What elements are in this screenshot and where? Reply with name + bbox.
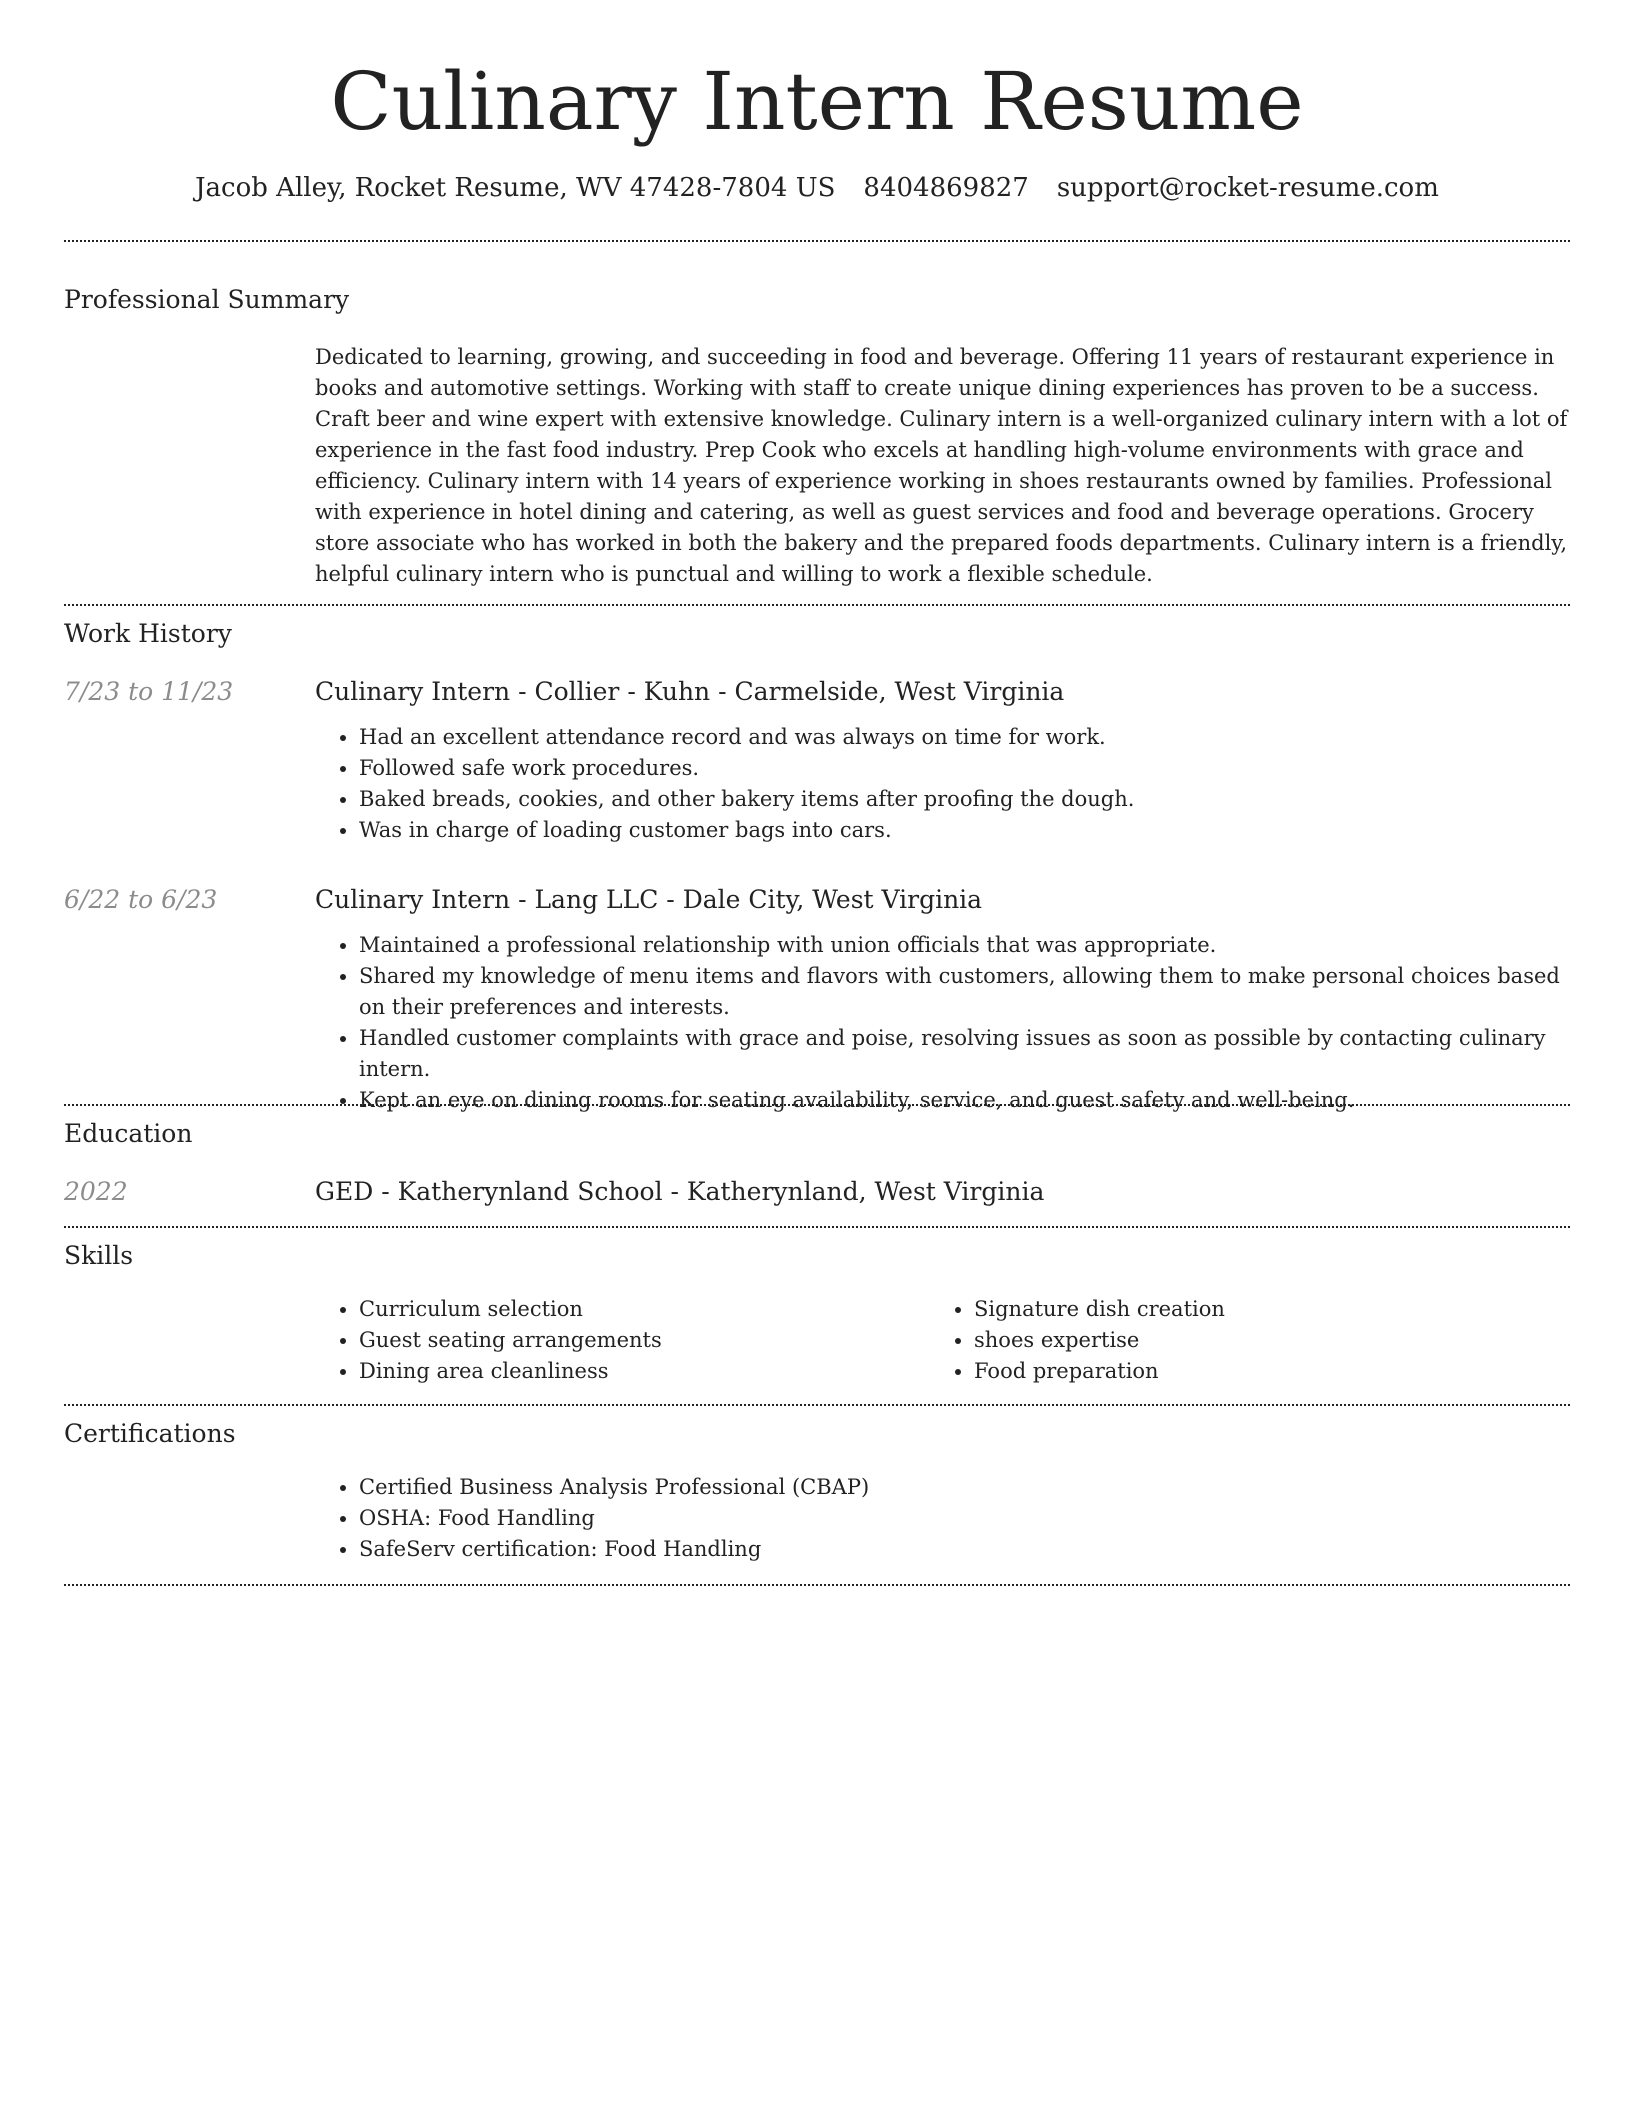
list-item: • Followed safe work procedures. xyxy=(359,753,1570,784)
education-degree: GED - Katherynland School - Katherynland, West Virginia xyxy=(315,1177,1045,1206)
education-heading: Education xyxy=(64,1119,193,1148)
list-item: • Baked breads, cookies, and other bakery items after proofing the dough. xyxy=(359,784,1570,815)
list-item: • Was in charge of loading customer bags into cars. xyxy=(359,815,1570,846)
list-item: • Dining area cleanliness xyxy=(359,1356,915,1387)
education-year: 2022 xyxy=(64,1177,128,1206)
list-item: • Certified Business Analysis Professional (CBAP) xyxy=(359,1472,1570,1503)
divider xyxy=(64,240,1570,242)
page-title: Culinary Intern Resume xyxy=(330,55,1304,148)
divider xyxy=(64,1404,1570,1406)
skills-column-left xyxy=(315,1294,915,1387)
list-item: • Shared my knowledge of menu items and flavors with customers, allowing them to make personal choices based on their preferences and interests. xyxy=(359,961,1570,1023)
skills-list xyxy=(315,1294,915,1387)
list-item: • Maintained a professional relationship with union officials that was appropriate. xyxy=(359,930,1570,961)
list-item: • Kept an eye on dining rooms for seating availability, service, and guest safety and well-being. xyxy=(359,1085,1570,1116)
job-dates: 7/23 to 11/23 xyxy=(64,677,234,706)
job-bullets xyxy=(315,930,1570,1116)
skills-list xyxy=(930,1294,1530,1387)
summary-section xyxy=(315,342,1570,590)
list-item: • Signature dish creation xyxy=(974,1294,1530,1325)
list-item: • Food preparation xyxy=(974,1356,1530,1387)
education-entry xyxy=(315,1174,1570,1210)
list-item: • shoes expertise xyxy=(974,1325,1530,1356)
skills-column-right xyxy=(930,1294,1530,1387)
list-item: • Guest seating arrangements xyxy=(359,1325,915,1356)
job-title: Culinary Intern - Lang LLC - Dale City, West Virginia xyxy=(315,885,983,914)
divider xyxy=(64,1584,1570,1586)
contact-address: Jacob Alley, Rocket Resume, WV 47428-7804 US xyxy=(195,173,836,203)
divider xyxy=(64,1104,1570,1106)
list-item: • Had an excellent attendance record and was always on time for work. xyxy=(359,722,1570,753)
divider xyxy=(64,1226,1570,1228)
summary-text: Dedicated to learning, growing, and succeeding in food and beverage. Offering 11 years of restaurant experience in books and automotive settings. Working with staff to create unique dining experiences has proven to be a success. Craft beer and wine expert with extensive knowledge. Culinary intern is a well-organized culinary intern with a lot of experience in the fast food industry. Prep Cook who excels at handling high-volume environments with grace and efficiency. Culinary intern with 14 years of experience working in shoes restaurants owned by families. Professional with experience in hotel dining and catering, as well as guest services and food and beverage operations. Grocery store associate who has worked in both the bakery and the prepared foods departments. Culinary intern is a friendly, helpful culinary intern who is punctual and willing to work a flexible schedule. xyxy=(315,345,1568,586)
skills-heading: Skills xyxy=(64,1241,134,1270)
certifications-heading: Certifications xyxy=(64,1419,236,1448)
divider xyxy=(64,604,1570,606)
job-entry xyxy=(315,882,1570,1116)
contact-phone: 8404869827 xyxy=(863,173,1029,203)
certifications-list xyxy=(315,1472,1570,1565)
work-history-heading: Work History xyxy=(64,619,232,648)
job-title: Culinary Intern - Collier - Kuhn - Carmelside, West Virginia xyxy=(315,677,1065,706)
contact-line xyxy=(64,168,1570,208)
list-item: • SafeServ certification: Food Handling xyxy=(359,1534,1570,1565)
list-item: • Handled customer complaints with grace and poise, resolving issues as soon as possible by contacting culinary intern. xyxy=(359,1023,1570,1085)
job-entry xyxy=(315,674,1570,846)
list-item: • OSHA: Food Handling xyxy=(359,1503,1570,1534)
job-bullets xyxy=(315,722,1570,846)
summary-heading: Professional Summary xyxy=(64,285,350,314)
contact-email: support@rocket-resume.com xyxy=(1056,173,1439,203)
job-dates: 6/22 to 6/23 xyxy=(64,885,218,914)
list-item: • Curriculum selection xyxy=(359,1294,915,1325)
certifications-section xyxy=(315,1472,1570,1565)
